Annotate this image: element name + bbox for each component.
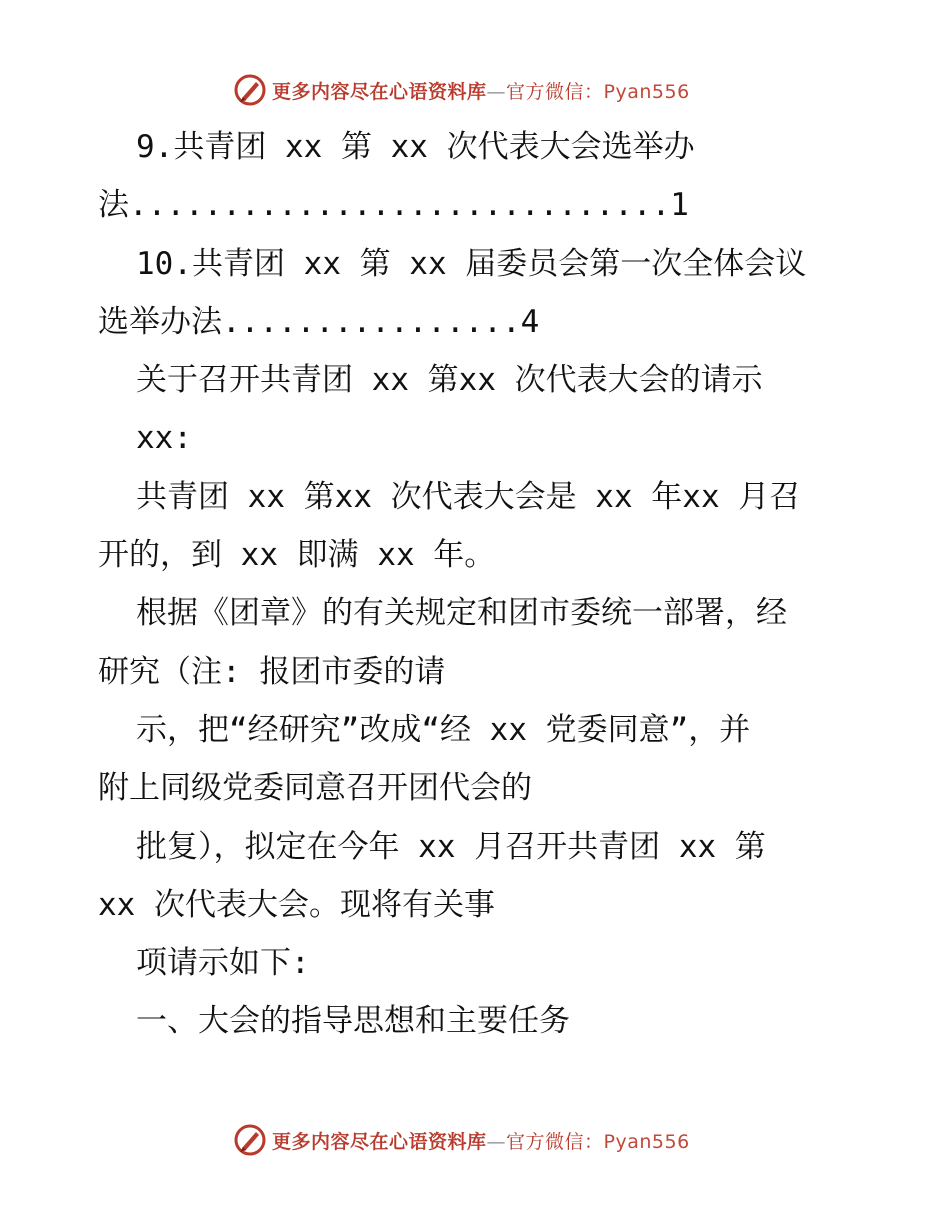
- header-banner: [232, 68, 690, 112]
- pen-logo-icon: [232, 72, 268, 108]
- text-line: xx 次代表大会。现将有关事: [98, 886, 495, 923]
- text-line: 项请示如下:: [136, 945, 310, 982]
- banner-text: [272, 1127, 690, 1154]
- text-line: 10.共青团 xx 第 xx 届委员会第一次全体会议: [136, 245, 807, 282]
- banner-wechat-id: Pyan556: [603, 1130, 690, 1153]
- text-line: 根据《团章》的有关规定和团市委统一部署，经: [136, 595, 787, 632]
- pen-logo-icon: [232, 1122, 268, 1158]
- banner-wechat-id: Pyan556: [603, 80, 690, 103]
- text-line: 研究（注: 报团市委的请: [98, 653, 446, 690]
- banner-text: [272, 77, 690, 104]
- text-line: 共青团 xx 第xx 次代表大会是 xx 年xx 月召: [136, 478, 801, 515]
- banner-dash: —: [486, 80, 507, 103]
- footer-banner: [232, 1118, 690, 1162]
- banner-wechat-label: 官方微信：: [506, 1130, 604, 1153]
- text-line: 9.共青团 xx 第 xx 次代表大会选举办: [136, 129, 695, 165]
- banner-wechat-label: 官方微信：: [506, 80, 604, 103]
- text-line: 法.............................1: [98, 187, 689, 224]
- text-line: 附上同级党委同意召开团代会的: [98, 770, 532, 807]
- text-line: 开的，到 xx 即满 xx 年。: [98, 537, 496, 574]
- text-line: xx:: [136, 420, 192, 457]
- banner-main: 更多内容尽在心语资料库: [272, 80, 487, 103]
- text-line: 示，把“经研究”改成“经 xx 党委同意”，并: [136, 711, 751, 748]
- text-line: 选举办法................4: [98, 303, 540, 340]
- banner-main: 更多内容尽在心语资料库: [272, 1130, 487, 1153]
- text-line: 批复），拟定在今年 xx 月召开共青团 xx 第: [136, 828, 766, 865]
- document-body: [98, 118, 858, 1051]
- text-line: 一、大会的指导思想和主要任务: [136, 1003, 570, 1040]
- banner-dash: —: [486, 1130, 507, 1153]
- text-line: 关于召开共青团 xx 第xx 次代表大会的请示: [136, 362, 763, 399]
